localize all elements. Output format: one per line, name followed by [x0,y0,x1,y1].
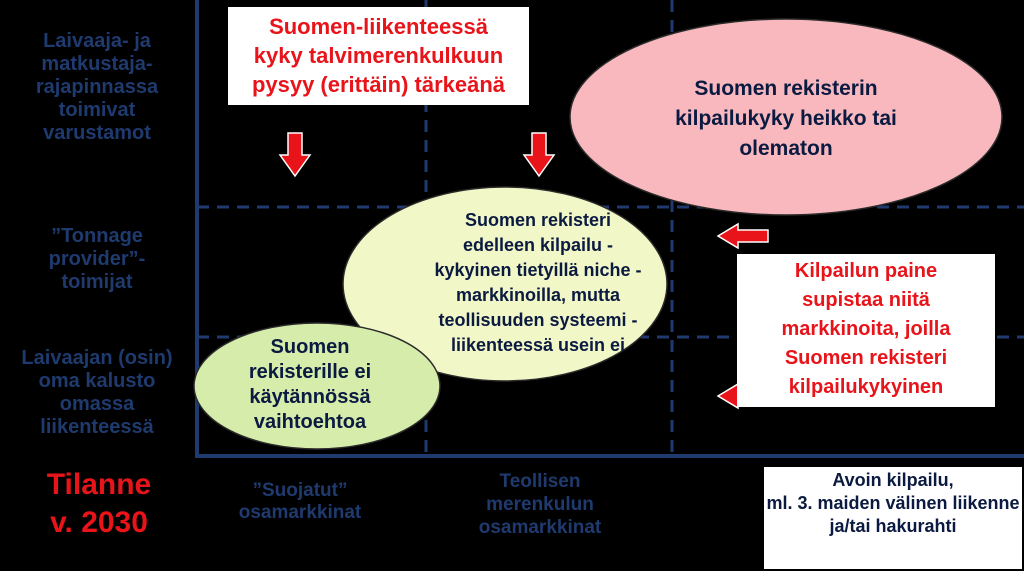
arrow-left-icon [718,224,768,248]
ellipse-yellow-text: Suomen rekisteri edelleen kilpailu - kykyinen tietyillä niche - markkinoilla, mutta teollisuuden systeemi - liikenteessä usein ei [434,210,642,355]
top-text-box: Suomen-liikenteessä kyky talvimerenkulkuun pysyy (erittäin) tärkeänä [228,7,529,105]
arrow-down-icon [524,133,554,176]
right-text-box: Kilpailun paine supistaa niitä markkinoita, joilla Suomen rekisteri kilpailukykyinen [737,254,995,407]
situation-label: Tilanne v. 2030 [46,468,152,539]
x-axis-label-industrial: Teollisen merenkulun osamarkkinat [478,471,602,538]
ellipse-pink-text: Suomen rekisterin kilpailukyky heikko tai olematon [675,77,897,160]
y-axis-label-tonnage-provider: ”Tonnage provider”- toimijat [48,225,146,293]
x-axis-label-open-competition: Avoin kilpailu, ml. 3. maiden välinen liikenne ja/tai hakurahti [764,467,1022,569]
y-axis-label-shipper-interface: Laivaaja- ja matkustaja- rajapinnassa toimivat varustamot [35,30,159,144]
ellipse-green-text: Suomen rekisterille ei käytännössä vaihtoehtoa [248,336,372,433]
y-axis-label-own-fleet: Laivaajan (osin) oma kalusto omassa liikenteessä [21,347,173,438]
x-axis-label-protected: ”Suojatut” osamarkkinat [238,480,362,523]
arrow-down-icon [280,133,310,176]
